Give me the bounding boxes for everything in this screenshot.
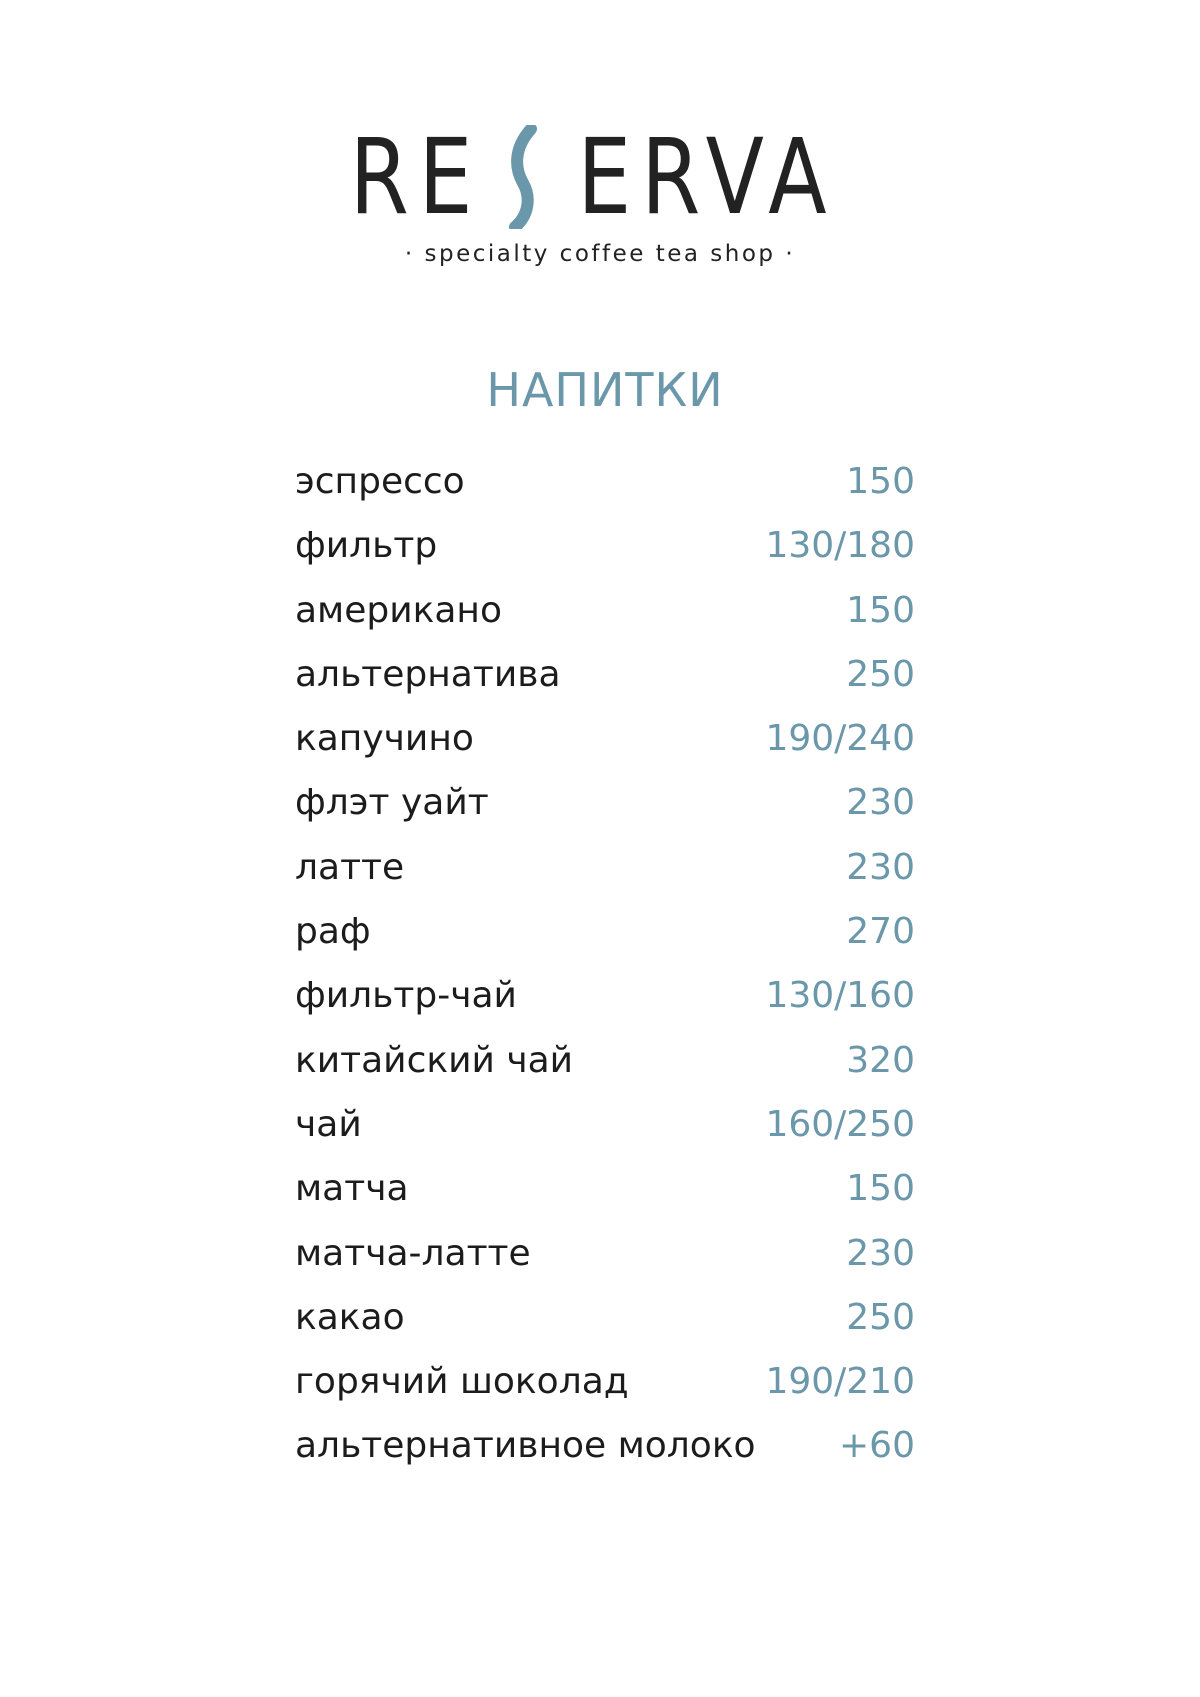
menu-item (295, 1029, 915, 1093)
menu-list (295, 450, 915, 1479)
menu-item (295, 579, 915, 643)
menu-item-name: чай (295, 1103, 362, 1145)
menu-item-price: 150 (846, 461, 915, 502)
menu-item-price: 230 (846, 1232, 915, 1274)
menu-item (295, 707, 915, 771)
menu-item-name: раф (295, 911, 371, 953)
menu-item-price: 230 (846, 782, 915, 824)
section-title: НАПИТКИ (486, 363, 724, 417)
menu-item-name: какао (295, 1296, 405, 1338)
menu-item-price: 250 (846, 1296, 915, 1338)
brand-logo (0, 116, 1200, 267)
menu-item (295, 1093, 915, 1157)
menu-item-price: 160/250 (765, 1103, 915, 1145)
menu-item (295, 900, 915, 964)
menu-item-name: матча-латте (295, 1232, 531, 1274)
menu-item (295, 514, 915, 578)
menu-item-name: капучино (295, 718, 474, 760)
logo-s-mark-icon (501, 125, 545, 229)
menu-item (295, 1222, 915, 1286)
logo-tagline: · specialty coffee tea shop · (404, 241, 796, 267)
menu-item-price: 130/160 (765, 975, 915, 1017)
menu-item-name: альтернатива (295, 653, 561, 695)
menu-item (295, 1350, 915, 1414)
menu-item-price: 320 (846, 1039, 915, 1081)
menu-item-name: матча (295, 1168, 409, 1210)
logo-text-start: RE (349, 116, 483, 238)
menu-item-price: +60 (839, 1425, 915, 1467)
menu-item-name: альтернативное молоко (295, 1425, 756, 1467)
menu-item-price: 130/180 (765, 525, 915, 567)
menu-item-price: 190/240 (765, 718, 915, 760)
menu-item-price: 190/210 (765, 1361, 915, 1403)
menu-item (295, 450, 915, 514)
menu-item (295, 1414, 915, 1478)
menu-item-name: горячий шоколад (295, 1361, 629, 1403)
menu-item-name: фильтр (295, 525, 438, 567)
menu-item (295, 771, 915, 835)
menu-item-name: латте (295, 846, 405, 888)
menu-item (295, 964, 915, 1028)
logo-text-end: ERVA (577, 116, 837, 238)
menu-item (295, 1286, 915, 1350)
menu-item-price: 150 (846, 589, 915, 631)
menu-item-name: эспрессо (295, 461, 465, 502)
menu-item-name: фильтр-чай (295, 975, 517, 1017)
menu-item-price: 150 (846, 1168, 915, 1210)
menu-item-price: 270 (846, 911, 915, 953)
menu-item (295, 1157, 915, 1221)
menu-item-price: 250 (846, 653, 915, 695)
menu-item (295, 643, 915, 707)
menu-item-price: 230 (846, 846, 915, 888)
menu-item-name: китайский чай (295, 1039, 574, 1081)
menu-item (295, 836, 915, 900)
logo-wordmark (335, 116, 865, 238)
menu-item-name: американо (295, 589, 502, 631)
menu-item-name: флэт уайт (295, 782, 489, 824)
